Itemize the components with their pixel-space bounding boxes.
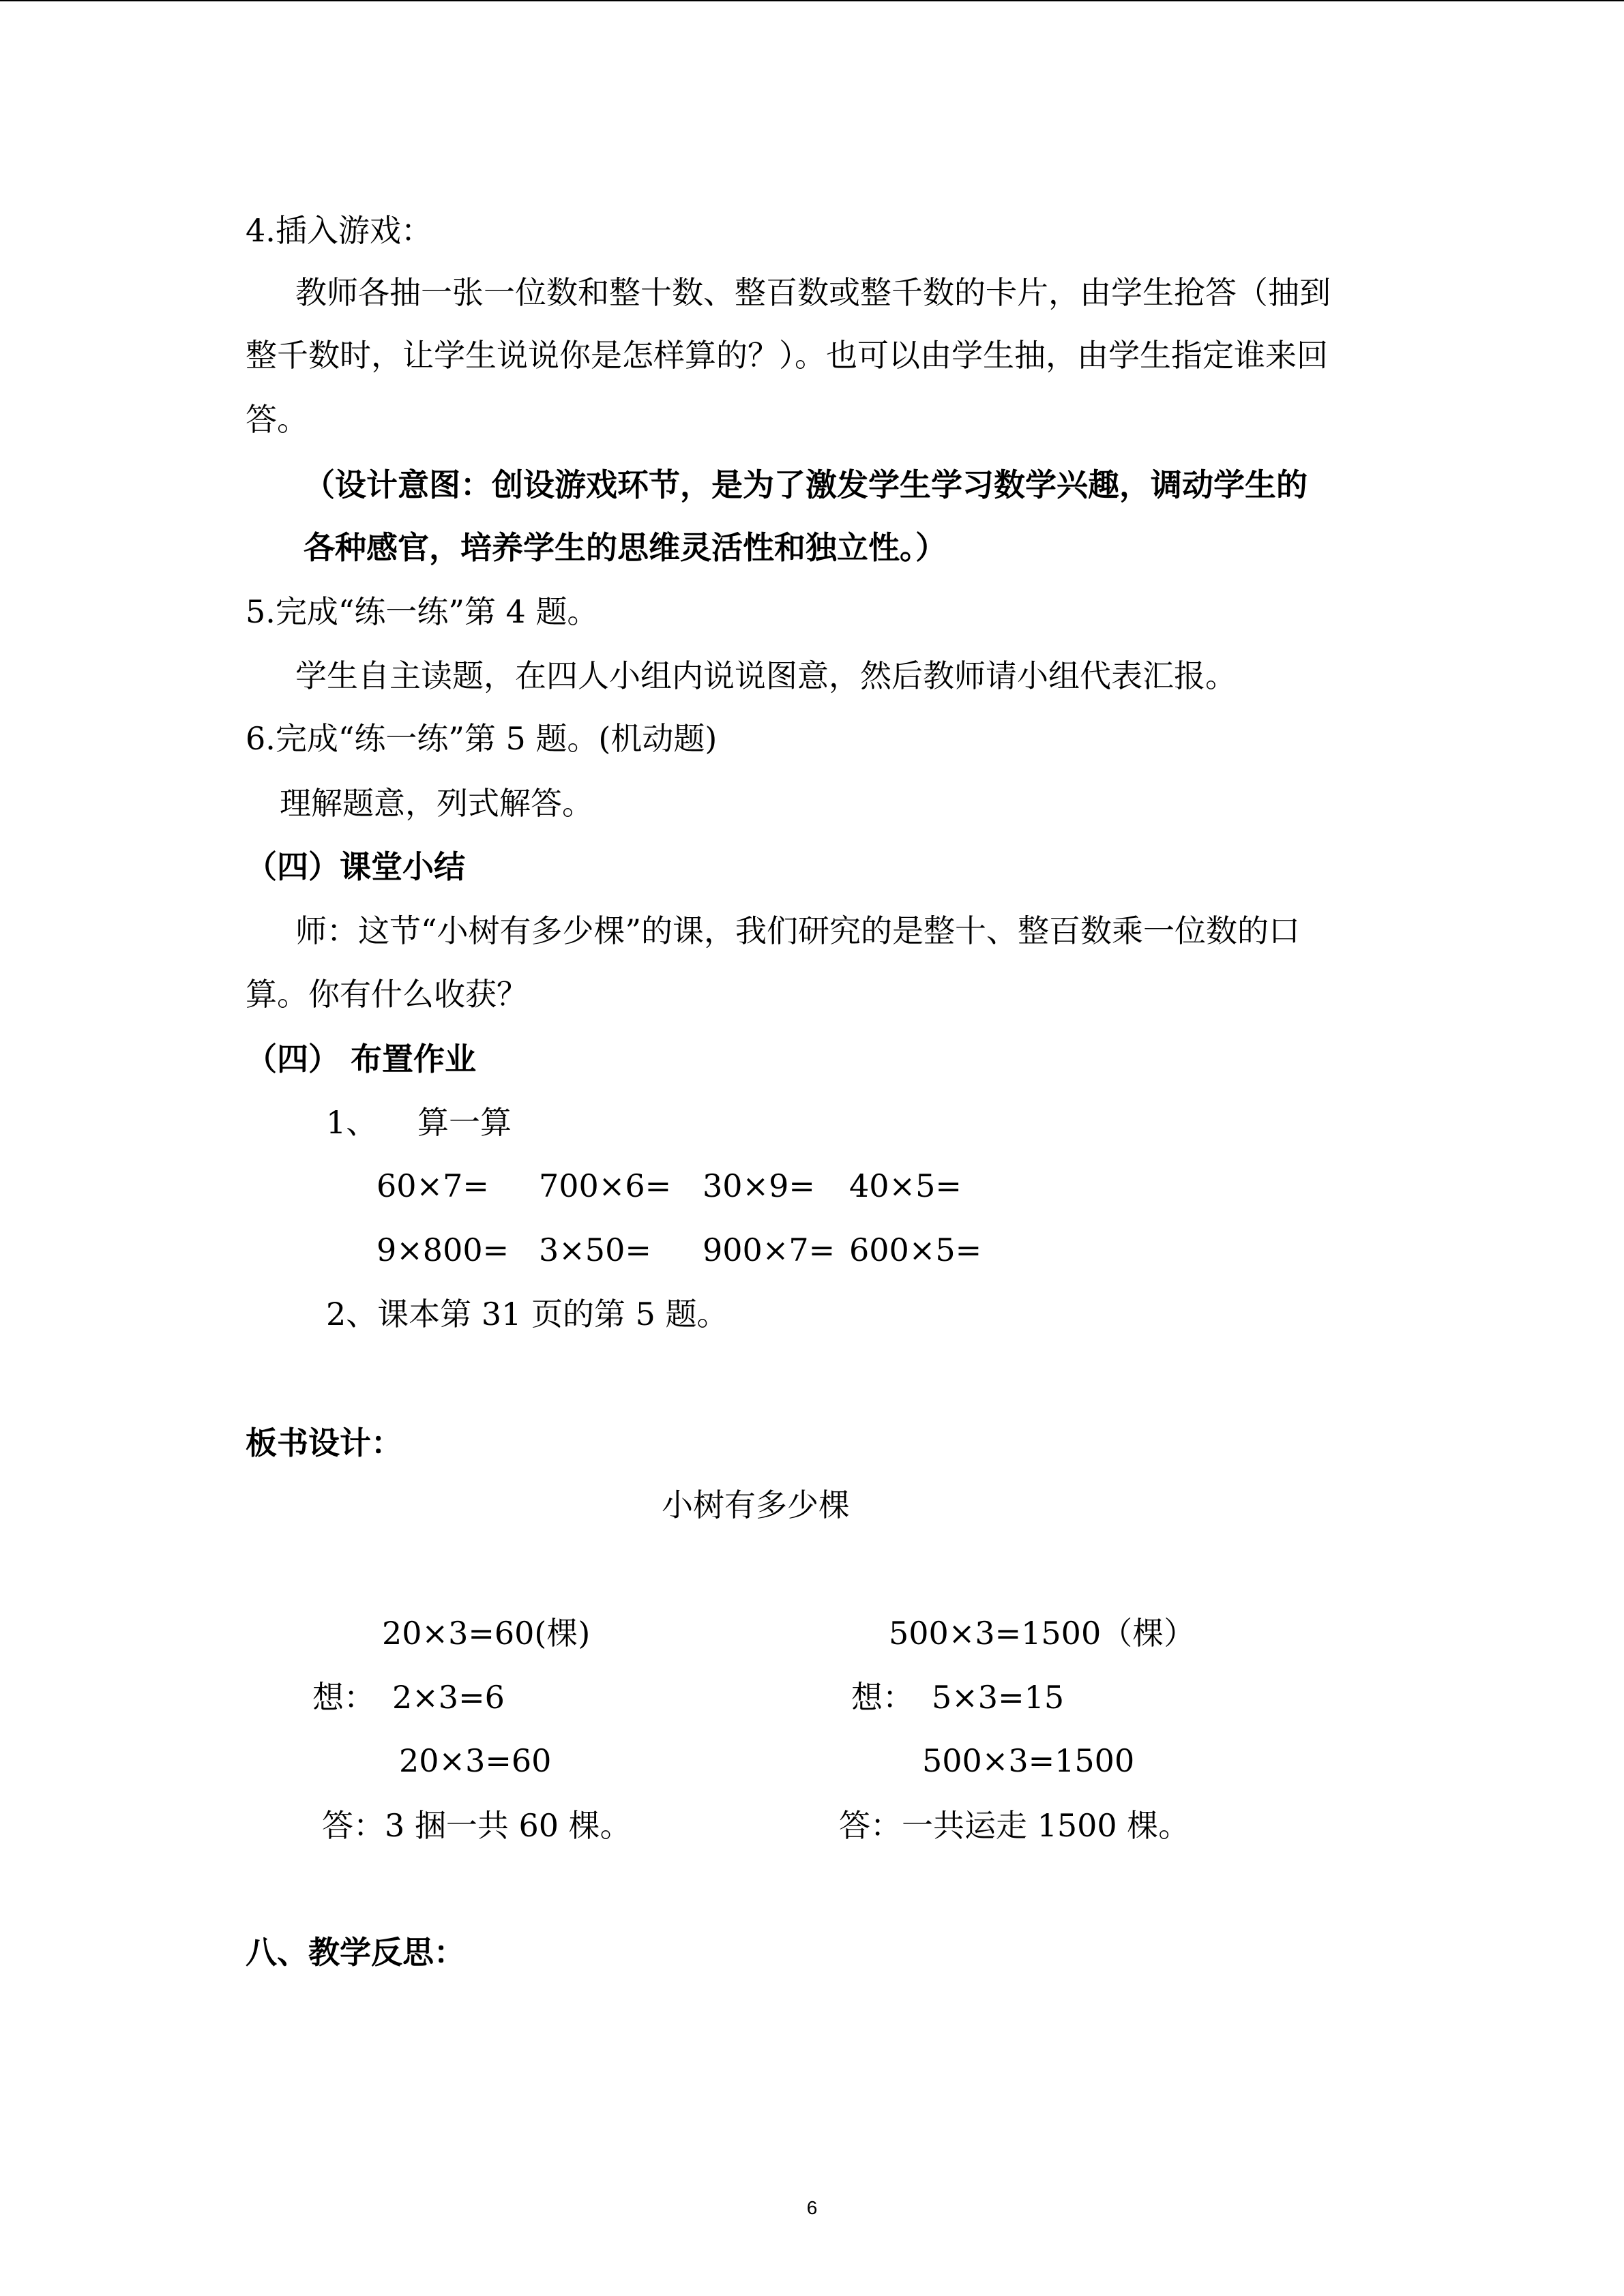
section-6-title: 6.完成“练一练”第 5 题。(机动题) (246, 720, 718, 757)
board-design-heading: 板书设计： (246, 1425, 402, 1461)
board-right-answer: 答：一共运走 1500 棵。 (839, 1807, 1190, 1844)
board-title: 小树有多少棵 (662, 1487, 850, 1523)
section-6-paragraph: 理解题意，列式解答。 (280, 785, 593, 822)
board-left-equation-2: 20×3=60 (399, 1742, 552, 1779)
board-right-think: 5×3=15 (932, 1679, 1065, 1716)
board-left-think: 2×3=6 (392, 1679, 505, 1716)
page-top-border (0, 0, 1624, 1)
summary-heading: （四）课堂小结 (246, 848, 465, 885)
exercise-r2-c1: 9×800= (377, 1232, 510, 1268)
exercise-r2-c3: 900×7= (703, 1232, 836, 1268)
section-5-paragraph: 学生自主读题，在四人小组内说说图意，然后教师请小组代表汇报。 (295, 657, 1237, 694)
exercise-r2-c2: 3×50= (539, 1232, 651, 1268)
section-5-title: 5.完成“练一练”第 4 题。 (246, 593, 599, 630)
exercise-r1-c3: 30×9= (703, 1167, 815, 1204)
exercise-r1-c4: 40×5= (849, 1167, 962, 1204)
section-4-title: 4.插入游戏： (246, 212, 432, 249)
section-4-paragraph-line-2: 整千数时，让学生说说你是怎样算的？）。也可以由学生抽，由学生指定谁来回 (246, 337, 1328, 374)
summary-paragraph-line-1: 师：这节“小树有多少棵”的课，我们研究的是整十、整百数乘一位数的口 (295, 912, 1301, 949)
section-4-paragraph-line-1: 教师各抽一张一位数和整十数、整百数或整千数的卡片，由学生抢答（抽到 (295, 274, 1331, 311)
board-right-equation: 500×3=1500（棵） (889, 1615, 1196, 1652)
section-4-paragraph-line-3: 答。 (246, 401, 308, 438)
exercise-r1-c2: 700×6= (539, 1167, 672, 1204)
homework-item-2: 2、课本第 31 页的第 5 题。 (326, 1296, 728, 1332)
summary-paragraph-line-2: 算。你有什么收获？ (246, 976, 528, 1013)
page-number: 6 (806, 2197, 818, 2218)
board-right-think-label: 想： (851, 1679, 914, 1716)
design-intent-line-2: 各种感官，培养学生的思维灵活性和独立性。） (304, 529, 947, 566)
board-left-think-label: 想： (312, 1679, 375, 1716)
exercise-r1-c1: 60×7= (377, 1167, 489, 1204)
board-left-equation: 20×3=60(棵) (382, 1615, 591, 1652)
board-left-answer: 答：3 捆一共 60 棵。 (322, 1807, 632, 1844)
homework-item-1-label: 算一算 (417, 1104, 512, 1141)
homework-item-1-number: 1、 (326, 1104, 378, 1141)
exercise-r2-c4: 600×5= (849, 1232, 982, 1268)
reflection-heading: 八、教学反思： (246, 1934, 465, 1971)
design-intent-line-1: （设计意图：创设游戏环节，是为了激发学生学习数学兴趣，调动学生的 (304, 466, 1308, 503)
board-right-equation-2: 500×3=1500 (922, 1742, 1135, 1779)
homework-heading: （四） 布置作业 (246, 1041, 477, 1077)
